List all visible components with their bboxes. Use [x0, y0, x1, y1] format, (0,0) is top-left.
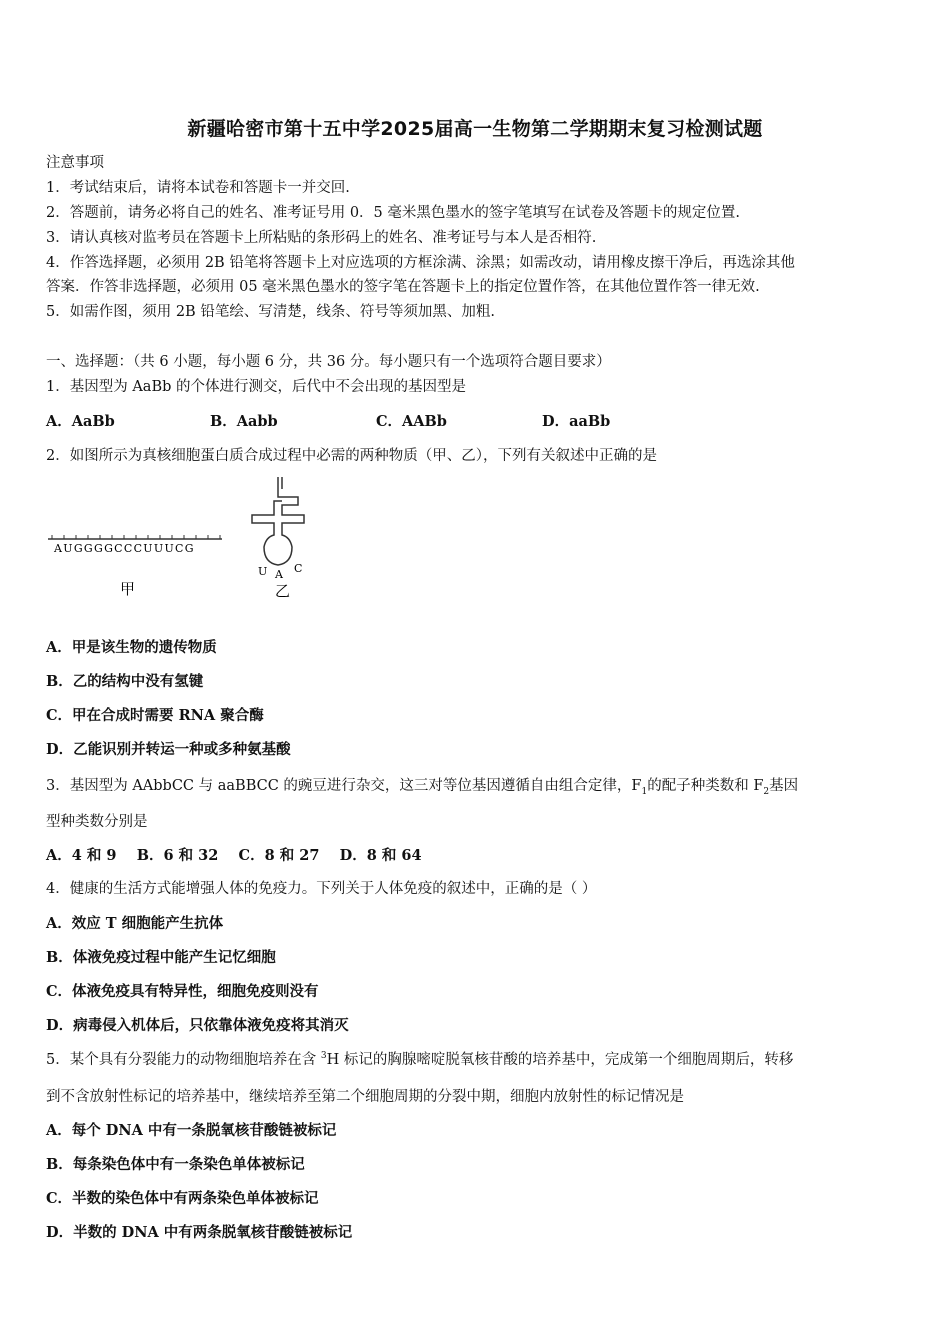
question-3-stem	[46, 774, 798, 797]
notice-item: 5．如需作图，须用 2B 铅笔绘、写清楚，线条、符号等须加黑、加粗.	[46, 304, 495, 320]
notice-item: 2．答题前，请务必将自己的姓名、准考证号用 0．5 毫米黑色墨水的签字笔填写在试卷及答题卡的规定位置.	[46, 205, 740, 221]
mrna-sequence: AUGGGGCCCUUUCG	[54, 542, 195, 555]
q3-sub2: 2	[763, 786, 770, 797]
q2-option-a: A．甲是该生物的遗传物质	[46, 639, 217, 656]
q1-option-a: A．AaBb	[46, 413, 115, 430]
q5-option-a: A．每个 DNA 中有一条脱氧核苷酸链被标记	[46, 1122, 337, 1139]
question-3-stem-line2: 型种类数分别是	[46, 814, 148, 830]
q3-stem-part2: 的配子种类数和 F	[647, 778, 764, 794]
q3-stem-part1: 3．基因型为 AAbbCC 与 aaBBCC 的豌豆进行杂交，这三对等位基因遵循自由组合定律，F	[46, 778, 642, 794]
notice-heading: 注意事项	[46, 155, 104, 171]
question-4-stem: 4．健康的生活方式能增强人体的免疫力。下列关于人体免疫的叙述中，正确的是（ ）	[46, 881, 597, 897]
q1-option-b: B．Aabb	[210, 413, 278, 430]
q3-sub1: 1	[641, 786, 648, 797]
q4-option-b: B．体液免疫过程中能产生记忆细胞	[46, 949, 276, 966]
q5-stem-part2: H 标记的胸腺嘧啶脱氧核苷酸的培养基中，完成第一个细胞周期后，转移	[326, 1052, 794, 1068]
notice-item: 1．考试结束后，请将本试卷和答题卡一并交回.	[46, 180, 350, 196]
q5-stem-part1: 5．某个具有分裂能力的动物细胞培养在含	[46, 1052, 321, 1068]
q2-option-d: D．乙能识别并转运一种或多种氨基酸	[46, 741, 291, 758]
question-1-stem: 1．基因型为 AaBb 的个体进行测交，后代中不会出现的基因型是	[46, 379, 466, 395]
notice-item: 答案．作答非选择题，必须用 05 毫米黑色墨水的签字笔在答题卡上的指定位置作答，在其他位置作答一律无效.	[46, 279, 760, 295]
notice-item: 4．作答选择题，必须用 2B 铅笔将答题卡上对应选项的方框涂满、涂黑；如需改动，请用橡皮擦干净后，再选涂其他	[46, 255, 795, 271]
q2-option-b: B．乙的结构中没有氢键	[46, 673, 204, 690]
q1-option-c: C．AABb	[376, 413, 447, 430]
q1-option-d: D．aaBb	[542, 413, 611, 430]
question-5-stem	[46, 1048, 793, 1069]
q5-option-d: D．半数的 DNA 中有两条脱氧核苷酸链被标记	[46, 1224, 353, 1241]
q5-option-b: B．每条染色体中有一条染色单体被标记	[46, 1156, 305, 1173]
q5-sup: 3	[320, 1051, 327, 1062]
q4-option-d: D．病毒侵入机体后，只依靠体液免疫将其消灭	[46, 1017, 349, 1034]
q5-option-c: C．半数的染色体中有两条染色单体被标记	[46, 1190, 319, 1207]
question-2-stem: 2．如图所示为真核细胞蛋白质合成过程中必需的两种物质（甲、乙），下列有关叙述中正确的是	[46, 448, 657, 464]
q3-stem-part3: 基因	[769, 778, 799, 794]
anticodon-a: A	[275, 568, 283, 581]
label-yi: 乙	[275, 582, 291, 600]
q4-option-c: C．体液免疫具有特异性，细胞免疫则没有	[46, 983, 319, 1000]
section-heading: 一、选择题：（共 6 小题，每小题 6 分，共 36 分。每小题只有一个选项符合题目要求）	[46, 354, 611, 370]
q2-option-c: C．甲在合成时需要 RNA 聚合酶	[46, 707, 264, 724]
q4-option-a: A．效应 T 细胞能产生抗体	[46, 915, 224, 932]
mrna-trna-figure	[46, 475, 326, 610]
anticodon-u: U	[258, 565, 268, 578]
q3-options: A．4 和 9 B．6 和 32 C．8 和 27 D．8 和 64	[46, 847, 422, 864]
anticodon-c: C	[294, 562, 303, 575]
trna-structure	[252, 477, 304, 565]
exam-title: 新疆哈密市第十五中学2025届高一生物第二学期期末复习检测试题	[187, 118, 763, 140]
label-jia: 甲	[120, 580, 136, 598]
question-5-stem-line2: 到不含放射性标记的培养基中，继续培养至第二个细胞周期的分裂中期，细胞内放射性的标记情况是	[46, 1089, 684, 1105]
notice-item: 3．请认真核对监考员在答题卡上所粘贴的条形码上的姓名、准考证号与本人是否相符.	[46, 230, 597, 246]
